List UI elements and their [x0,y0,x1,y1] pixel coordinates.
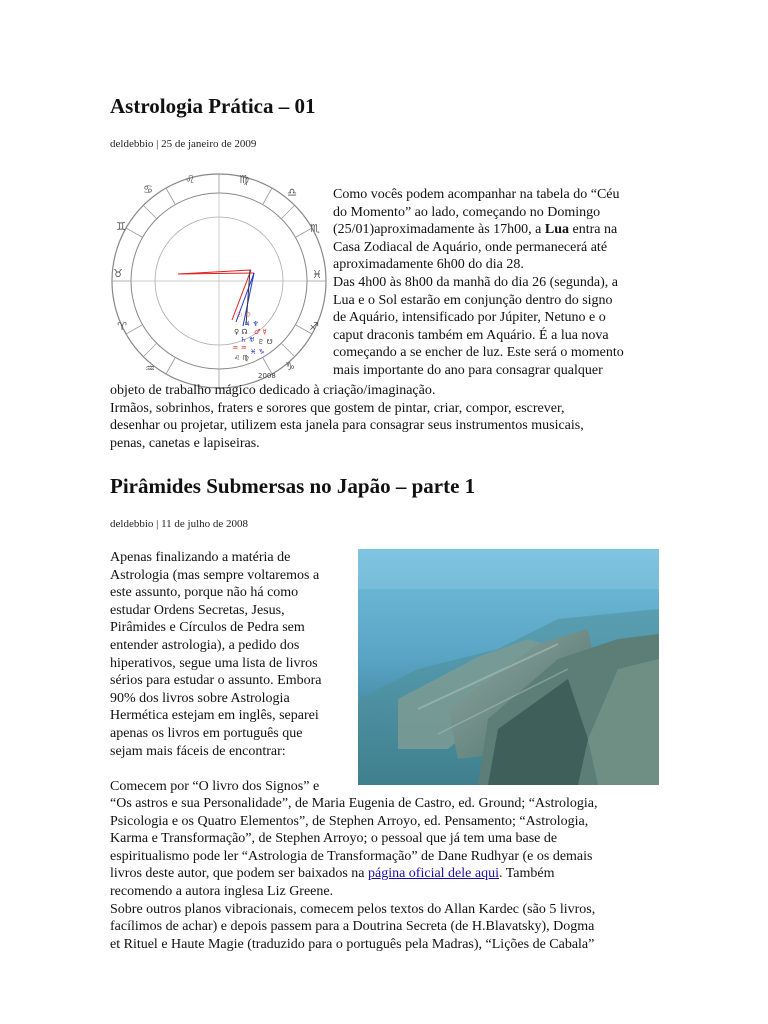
capricorn-icon: ♑ [285,360,295,373]
text-line: objeto de trabalho mágico dedicado à criação/imaginação. [110,383,436,398]
aries-icon: ♈ [117,320,127,333]
text-line: Casa Zodiacal de Aquário, onde permanecerá até [333,239,608,255]
text-line: sérios para estudar o assunto. Embora [110,673,322,689]
text-line: et Rituel e Haute Magie (traduzido para o português pela Madras), “Lições de Cabala” [110,936,595,952]
text-line: este assunto, porque não há como [110,585,299,601]
text-line: apenas os livros em português que [110,725,303,741]
text-line: recomendo a autora inglesa Liz Greene. [110,883,334,899]
pisces-icon: ♓ [312,268,322,281]
text-line: começando a se encher de luz. Este será o momento [333,345,624,361]
post-title[interactable]: Pirâmides Submersas no Japão – parte 1 [110,474,476,498]
text-line: Das 4h00 às 8h00 da manhã do dia 26 (segunda), a [333,274,618,290]
post-title[interactable]: Astrologia Prática – 01 [110,94,316,118]
text-line: Pirâmides e Círculos de Pedra sem [110,620,305,636]
text-line-lua [333,221,624,239]
text-line: Karma e Transformação”, de Stephen Arroyo; o pessoal que já tem uma base de [110,831,558,847]
text-line: de Aquário, intensificado por Júpiter, Netuno e o [333,310,606,326]
text-segment: entra na [569,222,618,238]
text-line: mais importante do ano para consagrar qualquer [333,362,603,378]
virgo-icon: ♍ [239,173,249,186]
text-line: Hermética estejam em inglês, separei [110,708,319,724]
post1-text-right [333,186,624,380]
post2-text-left [110,549,322,795]
text-line: Lua e o Sol estarão em conjunção dentro do signo [333,292,613,308]
svg-text:♂ ☿: ♂ ☿ [254,328,267,336]
leo-icon: ♌ [185,173,195,186]
text-line: Astrologia (mas sempre voltaremos a [110,567,320,583]
scorpio-icon: ♏ [310,222,320,235]
post2-text-full [110,795,598,953]
aquarius-icon: ♒ [145,362,155,375]
text-line: estudar Ordens Secretas, Jesus, [110,602,285,618]
text-line: Sobre outros planos vibracionais, comecem pelos textos do Allan Kardec (são 5 livros, [110,901,596,917]
svg-text:♇ ☋: ♇ ☋ [258,338,273,346]
cancer-icon: ♋ [143,183,153,196]
underwater-pyramid-photo [358,549,659,785]
svg-text:♒ ♒: ♒ ♒ [232,344,247,352]
post-meta: deldebbio | 25 de janeiro de 2009 [110,138,257,150]
text-line-with-link [110,865,598,883]
svg-text:♄ ♅: ♄ ♅ [240,336,255,344]
text-line: sejam mais fáceis de encontrar: [110,743,286,759]
svg-text:♃ ♆: ♃ ♆ [244,320,259,328]
text-line: 90% dos livros sobre Astrologia [110,690,290,706]
text-segment: . Também [498,866,555,882]
svg-text:♓ ♑: ♓ ♑ [250,348,265,356]
taurus-icon: ♉ [113,267,123,280]
svg-text:♌ ♍: ♌ ♍ [234,354,249,362]
text-line: Como vocês podem acompanhar na tabela do “Céu [333,187,620,202]
text-line: aproximadamente 6h00 do dia 28. [333,257,524,273]
text-line: do Momento” ao lado, começando no Domingo [333,204,601,220]
official-page-link[interactable]: página oficial dele aqui [367,866,499,882]
svg-text:☉ ☽: ☉ ☽ [236,311,251,319]
chart-year: 2008 [258,372,276,380]
text-line: Apenas finalizando a matéria de [110,550,291,565]
post1-text-full [110,382,584,452]
text-line: Comecem por “O livro dos Signos” e [110,778,320,794]
text-line: espiritualismo pode ler “Astrologia de Transformação” de Dane Rudhyar (e os demais [110,848,593,864]
post-meta: deldebbio | 11 de julho de 2008 [110,518,249,530]
text-line: desenhar ou projetar, utilizem esta janela para consagrar seus instrumentos musicais, [110,418,584,434]
text-line: facílimos de achar) e depois passem para a Doutrina Secreta (de H.Blavatsky), Dogma [110,919,595,935]
text-segment: livros deste autor, que podem ser baixados na [110,866,368,882]
text-line: penas, canetas e lapiseiras. [110,435,260,451]
svg-text:♀ ☊: ♀ ☊ [234,328,248,336]
libra-icon: ♎ [287,186,297,199]
lua-bold: Lua [544,222,570,238]
text-line: entender astrologia), a pedido dos [110,637,300,653]
text-line: hiperativos, segue uma lista de livros [110,655,318,671]
astrology-chart-image [108,170,330,392]
text-line [110,760,322,778]
text-line: caput draconis também em Aquário. É a lua nova [333,327,609,343]
text-line: Irmãos, sobrinhos, fraters e sorores que gostem de pintar, criar, compor, escrever, [110,400,565,416]
text-segment: (25/01)aproximadamente às 17h00, a [333,222,545,238]
sagittarius-icon: ♐ [309,320,319,333]
text-line: Psicologia e os Quatro Elementos”, de Stephen Arroyo, ed. Pensamento; “Astrologia, [110,813,589,829]
gemini-icon: ♊ [116,220,126,233]
text-line: “Os astros e sua Personalidade”, de Maria Eugenia de Castro, ed. Ground; “Astrologia, [110,796,598,811]
